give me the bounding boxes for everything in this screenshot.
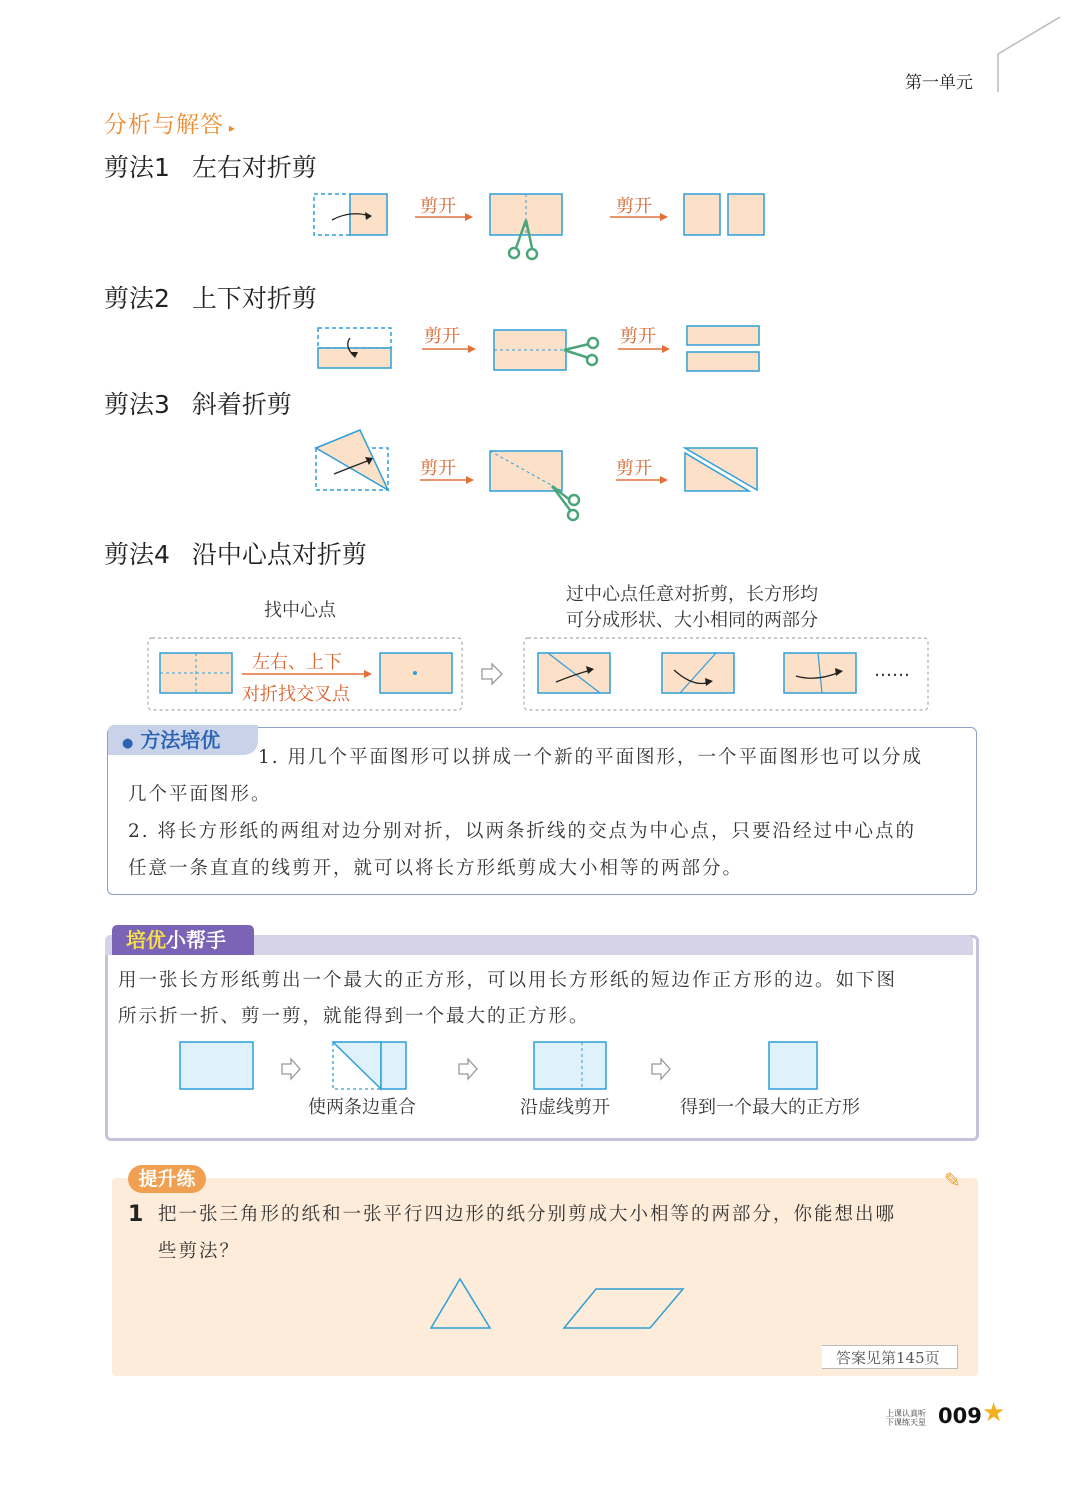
cut-label-3b: 剪开 <box>616 458 652 479</box>
method-tip-1b: 几个平面图形。 <box>128 784 272 805</box>
cut-label-3a: 剪开 <box>420 458 456 479</box>
method-3-diagram <box>312 428 782 528</box>
cut-label-2b: 剪开 <box>620 326 656 347</box>
method-1-label: 剪法1 <box>104 153 170 182</box>
method-1-name: 左右对折剪 <box>191 153 317 182</box>
question-text-1: 把一张三角形的纸和一张平行四边形的纸分别剪成大小相等的两部分，你能想出哪 <box>158 1204 897 1225</box>
helper-step-2: 沿虚线剪开 <box>520 1097 610 1118</box>
method-2-heading <box>104 279 317 315</box>
cut-label-2a: 剪开 <box>424 326 460 347</box>
scissors-icon <box>564 338 598 365</box>
method-4-label: 剪法4 <box>104 540 170 569</box>
method-4-name: 沿中心点对折剪 <box>191 540 367 569</box>
method-tip-2b: 任意一条直直的线剪开，就可以将长方形纸剪成大小相等的两部分。 <box>128 858 744 879</box>
helper-step-3: 得到一个最大的正方形 <box>680 1097 860 1118</box>
pencil-icon: ✎ <box>944 1168 961 1192</box>
cut-label-1b: 剪开 <box>616 196 652 217</box>
unit-title: 第一单元 <box>905 73 973 93</box>
method-2-name: 上下对折剪 <box>191 284 317 313</box>
practice-tag: 提升练 <box>128 1165 206 1193</box>
find-center-label: 找中心点 <box>264 600 336 621</box>
method-3-label: 剪法3 <box>104 390 170 419</box>
method-4-heading <box>104 535 367 571</box>
question-text-2: 些剪法？ <box>158 1241 241 1262</box>
bulb-icon: ● <box>122 736 134 751</box>
answer-reference: 答案见第145页 <box>822 1345 958 1369</box>
arrow-right-icon <box>482 664 502 684</box>
helper-tag: 培优小帮手 <box>112 925 254 955</box>
section-title: 分析与解答 ▸ <box>104 112 236 138</box>
method-2-label: 剪法2 <box>104 284 170 313</box>
helper-diagram <box>176 1038 826 1094</box>
method-3-name: 斜着折剪 <box>191 390 292 419</box>
question-number: 1 <box>128 1202 144 1227</box>
helper-text-2: 所示折一折、剪一剪，就能得到一个最大的正方形。 <box>118 1006 590 1027</box>
method-tip-1a: 1. 用几个平面图形可以拼成一个新的平面图形，一个平面图形也可以分成 <box>258 747 924 768</box>
triangle-shape <box>431 1279 490 1328</box>
fold-cross-label: 对折找交叉点 <box>242 684 350 705</box>
star-mascot-icon: ★ <box>982 1398 1006 1428</box>
practice-shapes <box>428 1276 688 1332</box>
method-tip-2a: 2. 将长方形纸的两组对边分别对折，以两条折线的交点为中心点，只要沿经过中心点的 <box>128 821 917 842</box>
helper-step-1: 使两条边重合 <box>308 1097 416 1118</box>
method-1-heading <box>104 148 317 184</box>
scissors-icon <box>552 486 579 520</box>
any-fold-text-2: 可分成形状、大小相同的两部分 <box>566 610 818 631</box>
lr-ud-label: 左右、上下 <box>252 652 342 673</box>
helper-text-1: 用一张长方形纸剪出一个最大的正方形，可以用长方形纸的短边作正方形的边。如下图 <box>118 970 898 991</box>
page-corner-decoration <box>995 14 1065 94</box>
method-1-diagram <box>310 190 780 270</box>
any-fold-text-1: 过中心点任意对折剪，长方形均 <box>566 584 818 605</box>
method-3-heading <box>104 385 292 421</box>
footer-slogan: 上课认真听 下课练天星 <box>886 1409 926 1427</box>
parallelogram-shape <box>564 1289 683 1328</box>
method-2-diagram <box>314 322 774 378</box>
cut-label-1a: 剪开 <box>420 196 456 217</box>
page-number: 009 <box>938 1404 982 1428</box>
ellipsis: …… <box>874 660 910 681</box>
method-tips-tag: ● 方法培优 <box>108 725 258 755</box>
